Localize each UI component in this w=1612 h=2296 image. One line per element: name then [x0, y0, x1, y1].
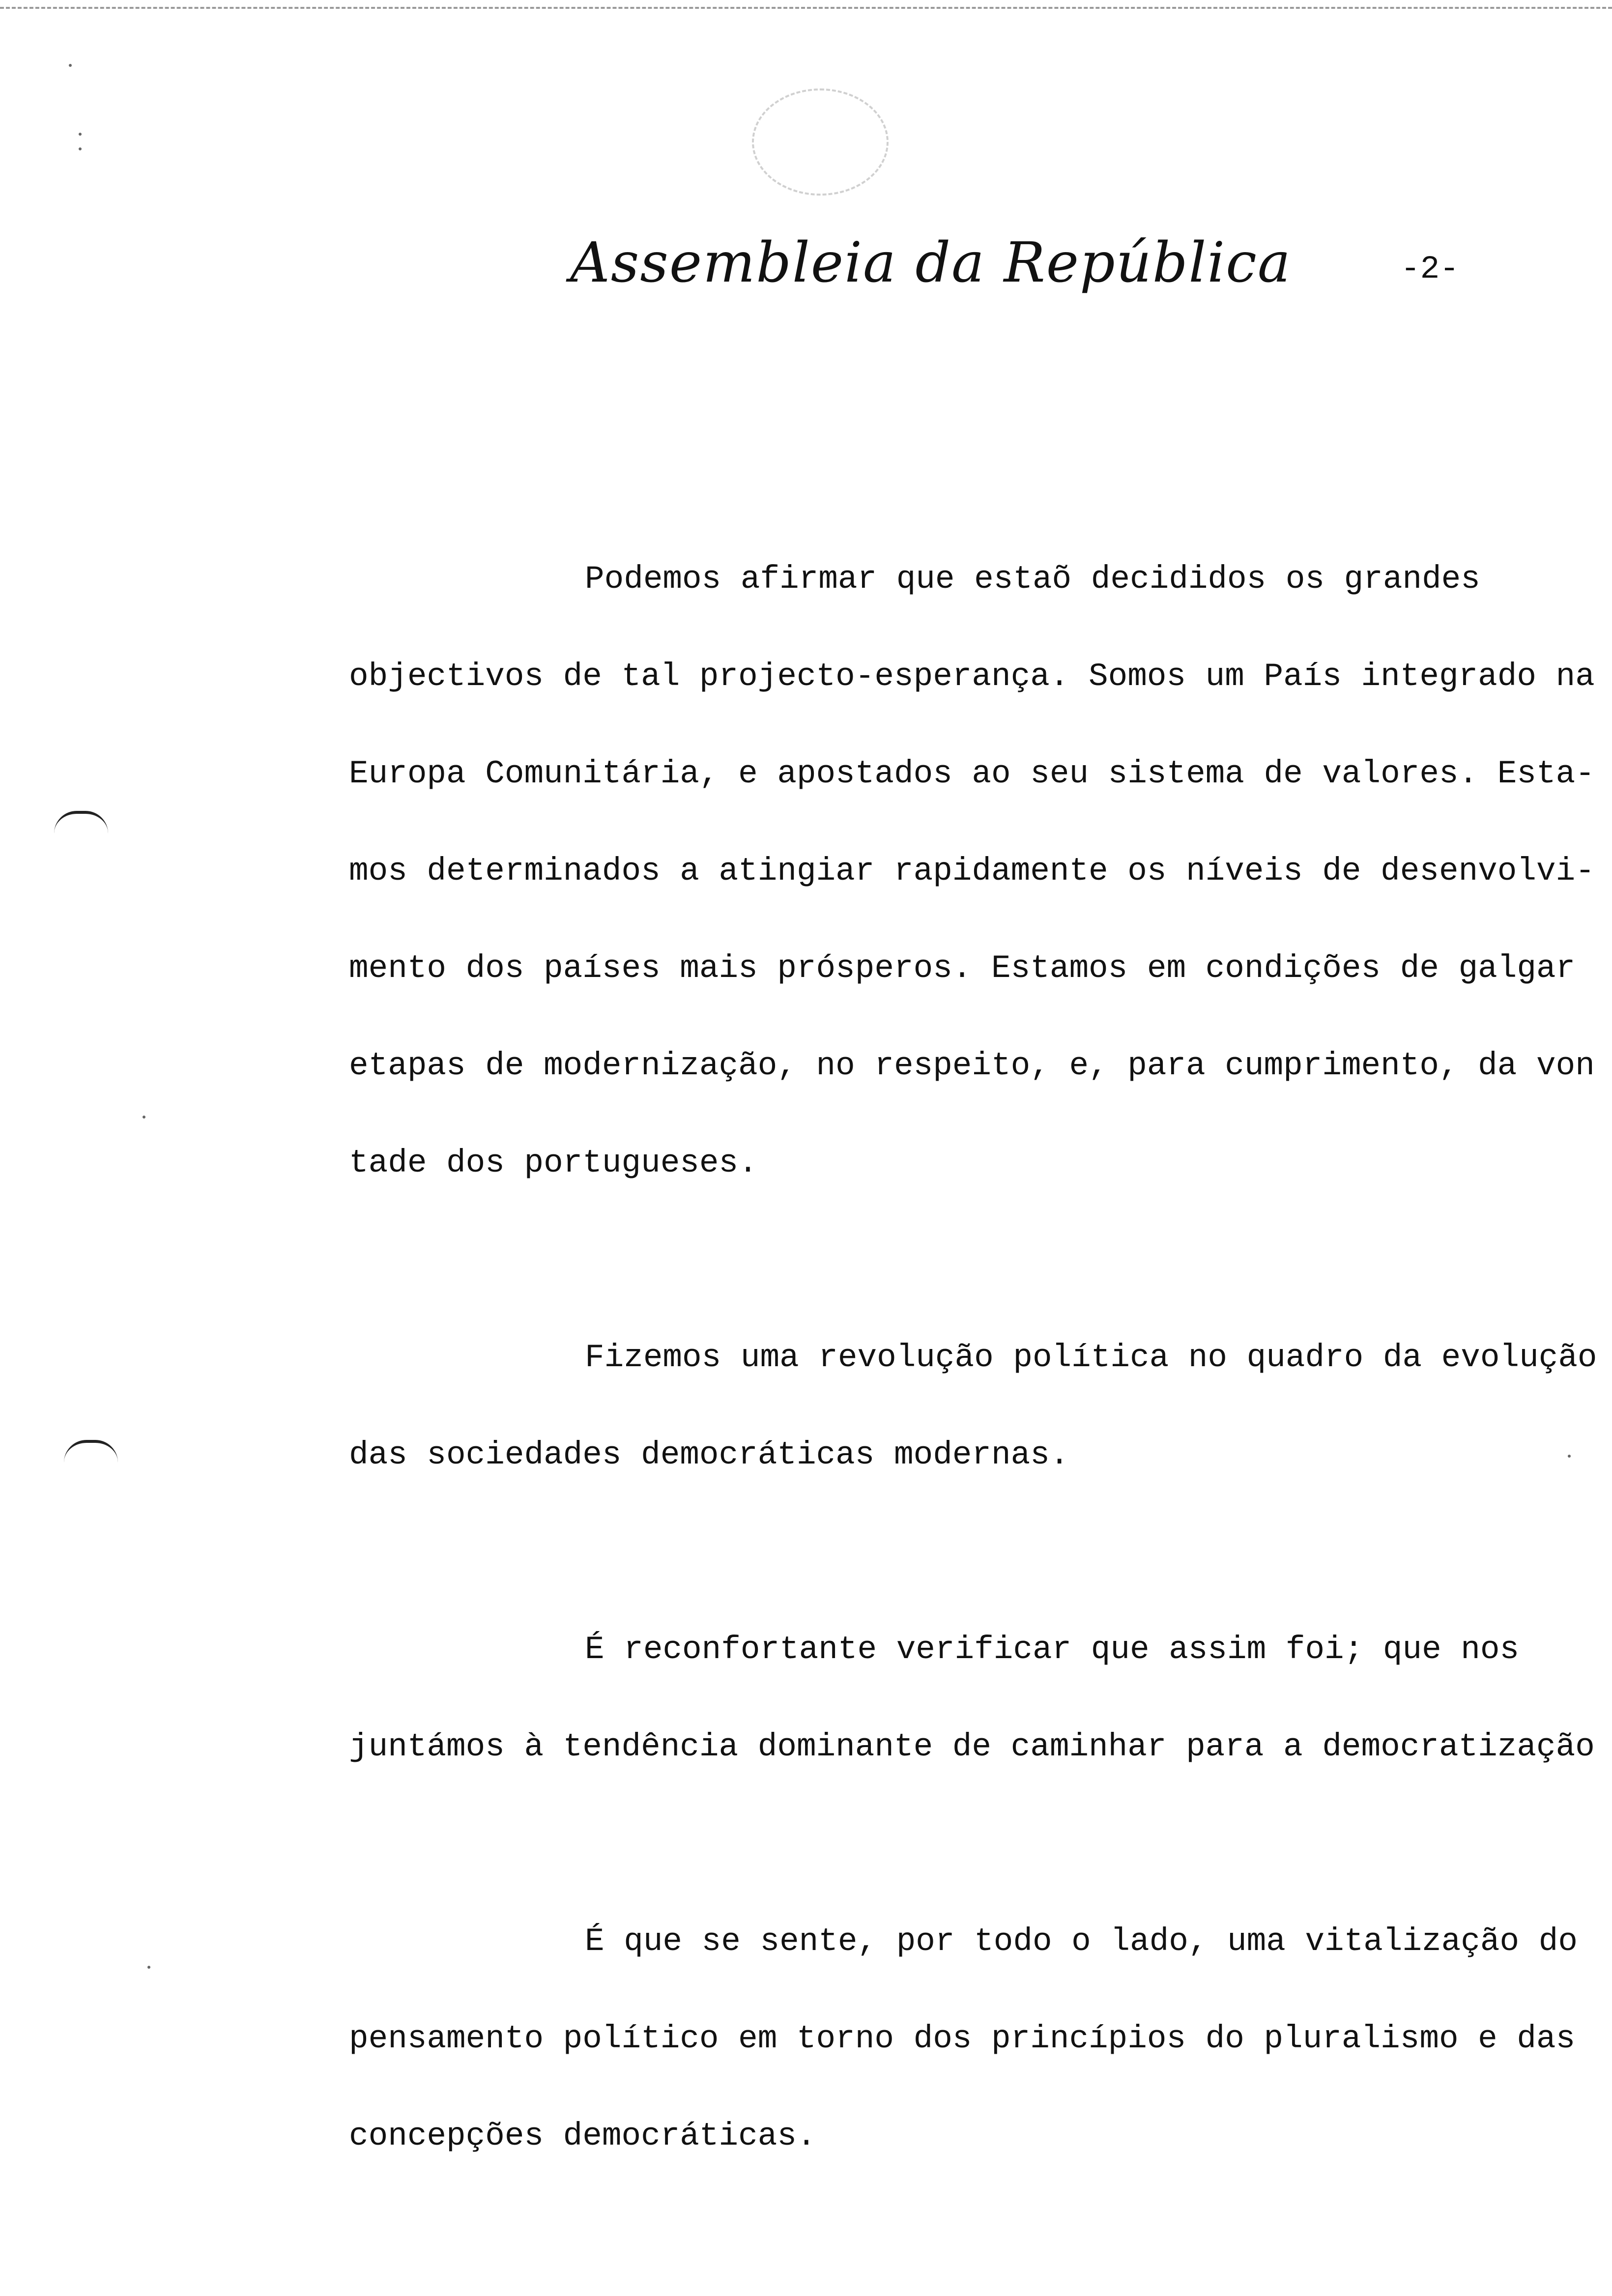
scan-speck	[69, 64, 72, 67]
text-line: É reconfortante verificar que assim foi; que nos	[585, 1631, 1520, 1668]
letterhead-title: Assembleia da República	[570, 231, 1292, 295]
document-body	[349, 531, 1612, 2282]
paragraph-1	[349, 531, 1612, 1212]
text-line: etapas de modernização, no respeito, e, para cumprimento, da von	[349, 1047, 1595, 1084]
text-line: juntámos à tendência dominante de caminhar para a democratização	[349, 1728, 1595, 1765]
scan-speck	[79, 147, 82, 150]
page-number: -2-	[1401, 251, 1459, 287]
text-line: pensamento político em torno dos princípios do pluralismo e das	[349, 2020, 1576, 2057]
text-line: mos determinados a atingiar rapidamente os níveis de desenvolvi-	[349, 853, 1595, 890]
scan-speck	[143, 1116, 145, 1119]
paragraph-4	[349, 1893, 1612, 2185]
text-line: concepções democráticas.	[349, 2118, 816, 2154]
text-line: mento dos países mais prósperos. Estamos em condições de galgar	[349, 950, 1576, 987]
text-line: objectivos de tal projecto-esperança. Somos um País integrado na	[349, 658, 1595, 695]
text-line: Podemos afirmar que estaõ decididos os grandes	[585, 561, 1480, 598]
scan-top-rule	[0, 7, 1612, 9]
faint-seal-stamp	[752, 88, 889, 196]
scan-speck	[79, 133, 82, 136]
text-line: tade dos portugueses.	[349, 1145, 758, 1181]
margin-punch-mark	[64, 1440, 118, 1463]
text-line: Fizemos uma revolução política no quadro da evolução	[585, 1339, 1597, 1376]
text-line: É que se sente, por todo o lado, uma vitalização do	[585, 1923, 1578, 1960]
margin-punch-mark	[54, 811, 108, 833]
text-line: Europa Comunitária, e apostados ao seu sistema de valores. Esta-	[349, 755, 1595, 792]
paragraph-2	[349, 1309, 1612, 1504]
paragraph-3	[349, 1601, 1612, 1796]
text-line: das sociedades democráticas modernas.	[349, 1436, 1069, 1473]
scan-speck	[147, 1966, 150, 1969]
